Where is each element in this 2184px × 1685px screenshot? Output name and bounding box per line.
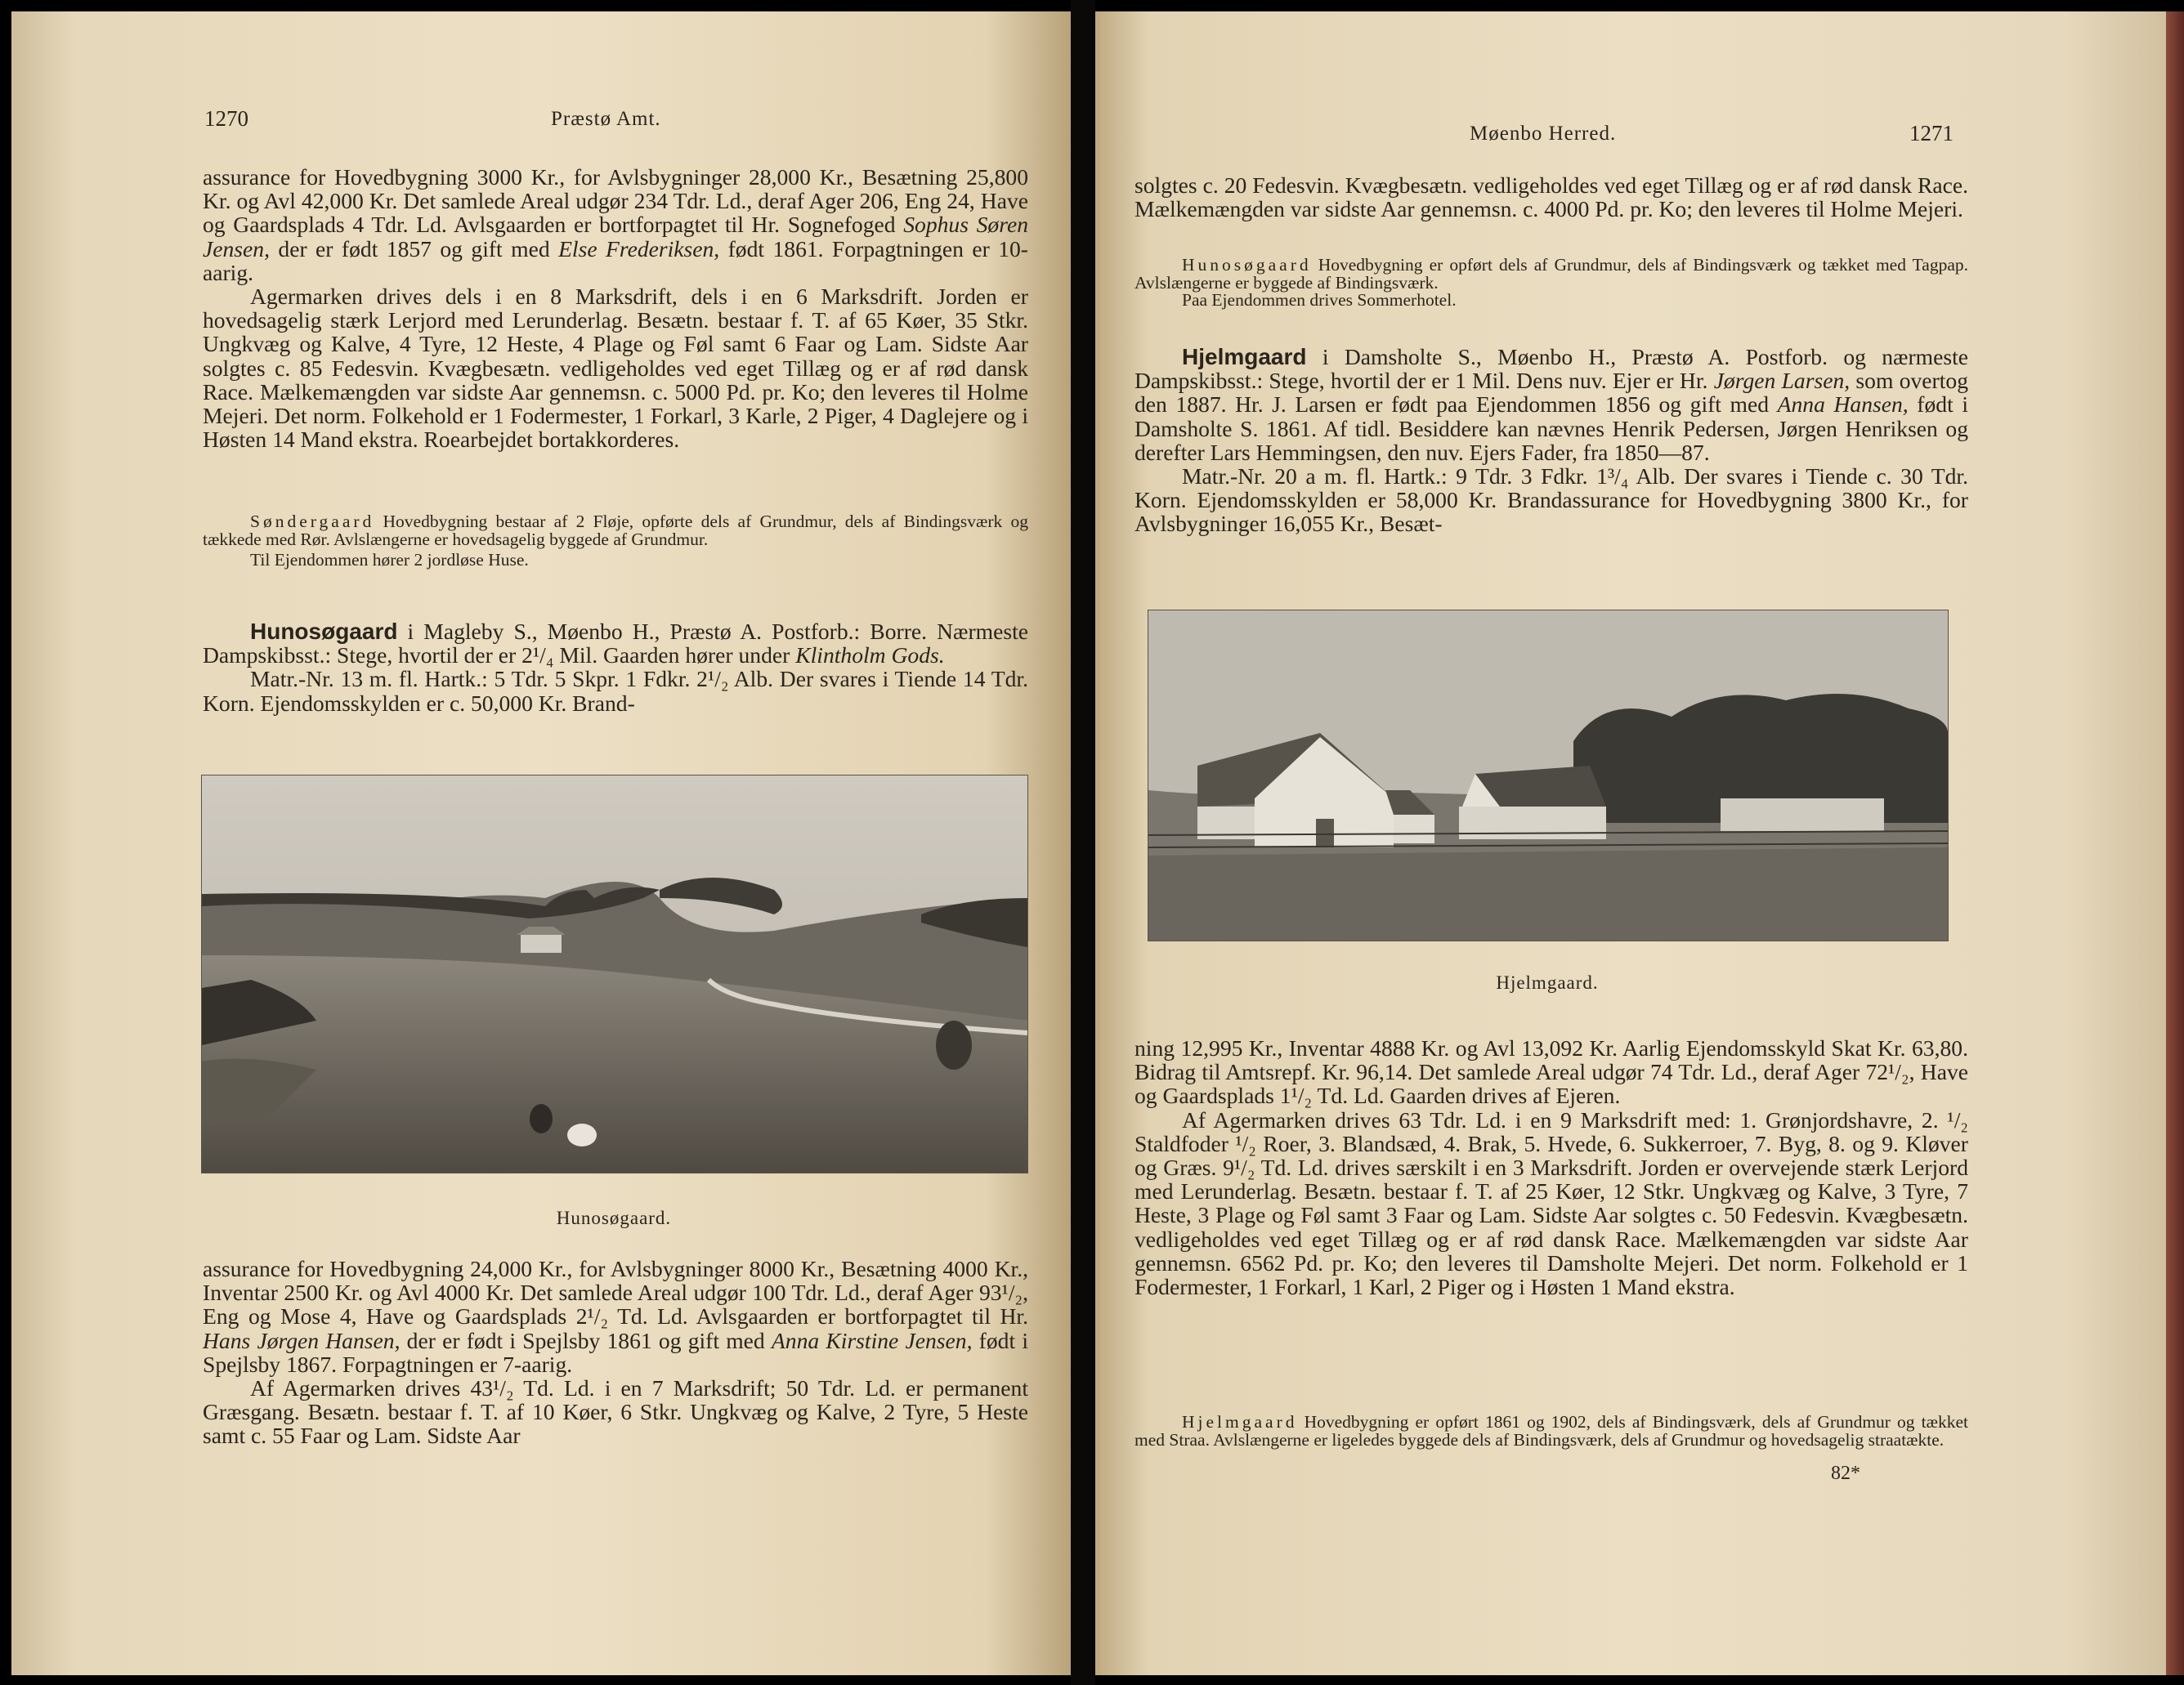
paragraph: Agermarken drives dels i en 8 Marksdrift, dels i en 6 Marksdrift. Jorden er hovedsagelig stærk Lerjord med Lerunderlag. Besætn. bestaar f. T. af 65 Køer, 35 Stkr. Ungkvæg og Kalve, 4 Tyre, 12 Heste, 4 Plage og Føl samt 6 Faar og Lam. Sidste Aar solgtes c. 85 Fedesvin. Kvægbesætn. vedligeholdes ved eget Tillæg og er af rød dansk Race. Mælkemængden var sidste Aar gennemsn. c. 5000 Pd. pr. Ko; den leveres til Holme Mejeri. Det norm. Folkehold er 1 Fodermester, 1 Forkarl, 3 Karle, 2 Piger, 4 Daglejere og i Høsten 14 Mand ekstra. Roearbejdet bortakkorderes. bbox=[203, 284, 1028, 453]
book-spine bbox=[1071, 0, 1095, 1685]
photo-caption-left: Hunosøgaard. bbox=[556, 1208, 672, 1228]
landscape-photo bbox=[202, 775, 1027, 1173]
text-block-left-top: assurance for Hovedbygning 3000 Kr., for Avlsbygninger 28,000 Kr., Besætning 25,800 Kr. og Avl 42,000 Kr. Det samlede Areal udgør 234 Tdr. Ld., deraf Ager 206, Eng 24, Have og Gaardsplads 4 Tdr. Ld. Avlsgaarden er bortforpagtet til Hr. Sognefoged Sophus Søren Jensen, der er født 1857 og gift med Else Frederiksen, født 1861. Forpagtningen er 10-aarig. Agermarken drives dels i en 8 Marksdrift, dels i en 6 Marksdrift. Jorden er hovedsagelig stærk Lerjord med Lerunderlag. Besætn. bestaar f. T. af 65 Køer, 35 Stkr. Ungkvæg og Kalve, 4 Tyre, 12 Heste, 4 Plage og Føl samt 6 Faar og Lam. Sidste Aar solgtes c. 85 Fedesvin. Kvægbesætn. vedligeholdes ved eget Tillæg og er af rød dansk Race. Mælkemængden var sidste Aar gennemsn. c. 5000 Pd. pr. Ko; den leveres til Holme Mejeri. Det norm. Folkehold er 1 Fodermester, 1 Forkarl, 3 Karle, 2 Piger, 4 Daglejere og i Høsten 14 Mand ekstra. Roearbejdet bortakkorderes. bbox=[203, 164, 1028, 453]
entry-title: Hjelmgaard bbox=[1182, 344, 1307, 369]
text-block-right-bottom: ning 12,995 Kr., Inventar 4888 Kr. og Avl 13,092 Kr. Aarlig Ejendomsskyld Skat Kr. 63,80. Bidrag til Amtsrepf. Kr. 96,14. Det samlede Areal udgør 74 Tdr. Ld., deraf Ager 72¹/₂, Have og Gaardsplads 1¹/₂ Td. Ld. Gaarden drives af Ejeren. Af Agermarken drives 63 Tdr. Ld. i en 9 Marksdrift med: 1. Grønjordshavre, 2. ¹/₂ Staldfoder ¹/₂ Roer, 3. Blandsæd, 4. Brak, 5. Hvede, 6. Sukkerroer, 7. Byg, 8. og 9. Kløver og Græs. 9¹/₂ Td. Ld. drives særskilt i en 3 Marksdrift. Jorden er overvejende stærk Lerjord med Lerunderlag. Besætn. bestaar f. T. af 25 Køer, 12 Stkr. Ungkvæg og Kalve, 3 Tyre, 7 Heste, 3 Plage og Føl samt 3 Faar og Lam. Sidste Aar solgtes c. 50 Fedesvin. Kvægbesætn. vedligeholdes ved eget Tillæg og er af rød dansk Race. Mælkemængden var sidste Aar gennemsn. 6562 Pd. pr. Ko; den leveres til Damsholte Mejeri. Det norm. Folkehold er 1 Fodermester, 1 Forkarl, 1 Karl, 2 Piger og i Høsten 1 Mand ekstra. bbox=[1135, 1035, 1968, 1300]
farm-photo bbox=[1148, 610, 1948, 941]
entry-title: Hunosøgaard bbox=[250, 619, 398, 644]
note-block-right-bottom: Hjelmgaard Hovedbygning er opført 1861 og 1902, dels af Bindingsværk, dels af Grundmur og tækket med Straa. Avlslængerne er ligeledes byggede dels af Bindingsværk, dels af Grundmur og hovedsagelig straatækte. bbox=[1135, 1412, 1968, 1450]
entry-hunosogaard: Hunosøgaard i Magleby S., Møenbo H., Præstø A. Postforb.: Borre. Nærmeste Dampskibsst.: Stege, hvortil der er 2¹/₄ Mil. Gaarden hører under Klintholm Gods. Matr.-Nr. 13 m. fl. Hartk.: 5 Tdr. 5 Skpr. 1 Fdkr. 2¹/₂ Alb. Der svares i Tiende 14 Tdr. Korn. Ejendomsskylden er c. 50,000 Kr. Brand- bbox=[203, 619, 1028, 716]
page-number-right: 1271 bbox=[1909, 121, 1954, 145]
photo-hjelmgaard bbox=[1148, 610, 1949, 941]
signature-mark: 82* bbox=[1831, 1463, 1860, 1484]
text-block-left-bottom: assurance for Hovedbygning 24,000 Kr., for Avlsbygninger 8000 Kr., Besætning 4000 Kr., Inventar 2500 Kr. og Avl 4000 Kr. Det samlede Areal udgør 100 Tdr. Ld., deraf Ager 93¹/₂, Eng og Mose 4, Have og Gaardsplads 2¹/₂ Td. Ld. Avlsgaarden er bortforpagtet til Hr. Hans Jørgen Hansen, der er født i Spejlsby 1861 og gift med Anna Kirstine Jensen, født i Spejlsby 1867. Forpagtningen er 7-aarig. Af Agermarken drives 43¹/₂ Td. Ld. i en 7 Marksdrift; 50 Tdr. Ld. er permanent Græsgang. Besætn. bestaar f. T. af 10 Køer, 6 Stkr. Ungkvæg og Kalve, 2 Tyre, 5 Heste samt c. 55 Faar og Lam. Sidste Aar bbox=[203, 1256, 1028, 1449]
entry-hjelmgaard: Hjelmgaard i Damsholte S., Møenbo H., Præstø A. Postforb. og nærmeste Dampskibsst.: Stege, hvortil der er 1 Mil. Dens nuv. Ejer er Hr. Jørgen Larsen, som overtog den 1887. Hr. J. Larsen er født paa Ejendommen 1856 og gift med Anna Hansen, født i Damsholte S. 1861. Af tidl. Besiddere kan nævnes Henrik Pedersen, Jørgen Henriksen og derefter Lars Hemmingsen, den nuv. Ejers Fader, fra 1850—87. Matr.-Nr. 20 a m. fl. Hartk.: 9 Tdr. 3 Fdkr. 1³/₄ Alb. Der svares i Tiende c. 30 Tdr. Korn. Ejendomsskylden er 58,000 Kr. Brandassurance for Hovedbygning 3800 Kr., for Avlsbygninger 16,055 Kr., Besæt- bbox=[1135, 344, 1969, 537]
text-block-right-top: solgtes c. 20 Fedesvin. Kvægbesætn. vedligeholdes ved eget Tillæg og er af rød dansk Race. Mælkemængden var sidste Aar gennemsn. c. 4000 Pd. pr. Ko; den leveres til Holme Mejeri. bbox=[1135, 172, 1968, 222]
left-page bbox=[11, 11, 1071, 1675]
right-page bbox=[1095, 11, 2173, 1675]
note-block-left: Søndergaard Hovedbygning bestaar af 2 Fløje, opførte dels af Grundmur, dels af Bindingsværk og tækkede med Rør. Avlslængerne er hovedsagelig byggede af Grundmur. Til Ejendommen hører 2 jordløse Huse. bbox=[203, 512, 1028, 570]
running-head-left: Præstø Amt. bbox=[551, 108, 661, 130]
cover-edge bbox=[2166, 11, 2184, 1675]
photo-hunosogaard bbox=[201, 775, 1028, 1173]
running-head-right: Møenbo Herred. bbox=[1470, 123, 1617, 145]
page-number-left: 1270 bbox=[204, 106, 248, 131]
note-block-right: Hunosøgaard Hovedbygning er opført dels af Grundmur, dels af Bindingsværk og tækket med Tagpap. Avlslængerne er byggede af Bindingsværk. Paa Ejendommen drives Sommerhotel. bbox=[1135, 255, 1968, 310]
photo-caption-right: Hjelmgaard. bbox=[1496, 972, 1599, 993]
